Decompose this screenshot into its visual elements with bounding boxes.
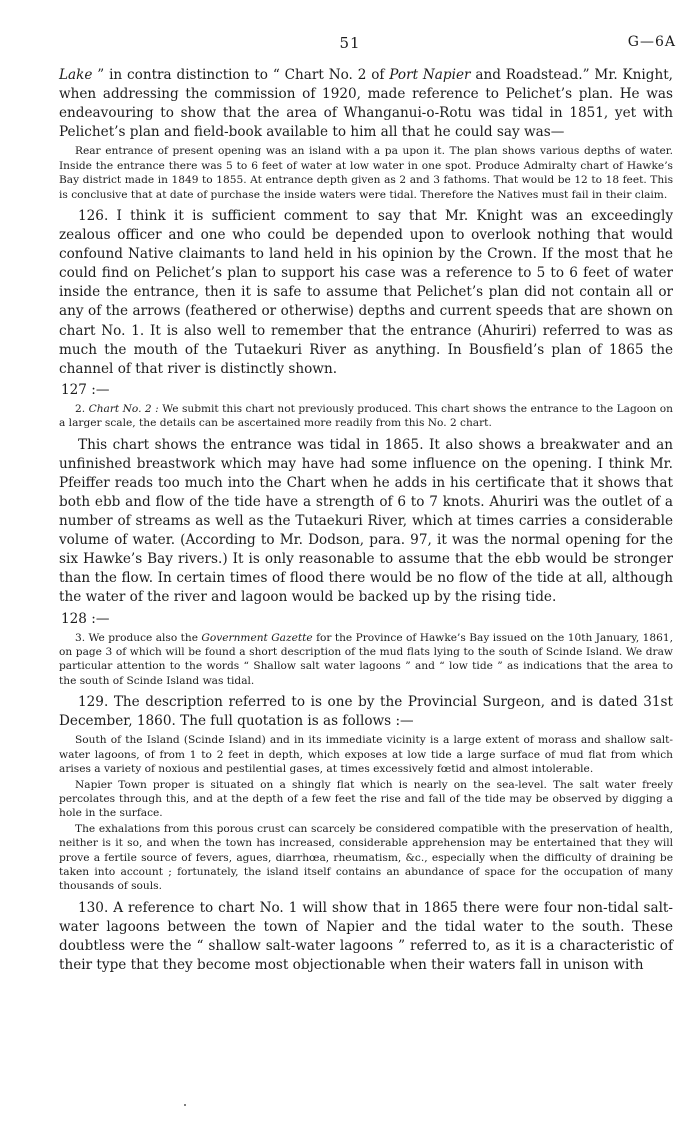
paragraph-127-label: 127 :— [61,381,110,398]
quote-surgeon-paragraph: South of the Island (Scinde Island) and in its immediate vicinity is a large extent of morass and shallow salt-water lagoons, of from 1 to 2 feet in depth, which exposes at low tide a large surface of mud flat from which arises a variety of noxious and pestilential gases, at times excessively fœtid and almost intolerable. [59,734,673,776]
quote-gazette-italic: Government Gazette [201,631,313,644]
quote-knight [59,144,673,202]
intro-italic-2: Port Napier [389,67,471,83]
quote-chart-2-italic: Chart No. 2 : [88,402,159,415]
page-header [0,34,700,56]
quote-surgeon-paragraph: Napier Town proper is situated on a shingly flat which is nearly on the sea-level. The salt water freely percolates through this, and at the depth of a few feet the rise and fall of the tide may be observed by digging a hole in the surface. [59,778,673,820]
page-number: 51 [339,34,361,52]
quote-gazette-body: for the Province of Hawke’s Bay issued on the 10th January, 1861, on page 3 of which will be found a short description of the mud flats lying to the south of Scinde Island. We draw particular attention to the words “ Shallow salt water lagoons ” and “ low tide ” as indications that the area to the south of Scinde Island was tidal. [59,631,673,687]
paragraph-127: This chart shows the entrance was tidal in 1865. It also shows a breakwater and an unfinished breastwork which may have had some influence on the opening. I think Mr. Pfeiffer reads too much into the Chart when he adds in his certificate that it shows that both ebb and flow of the tide have a strength of 6 to 7 knots. Ahuriri was the outlet of a number of streams as well as the Tutaekuri River, which at times carries a considerable volume of water. (According to Mr. Dodson, para. 97, it was the normal opening for the six Hawke’s Bay rivers.) It is only reasonable to assume that the ebb would be stronger than the flow. In certain times of flood there would be no flow of the tide at all, although the water of the river and lagoon would be backed up by the rising tide. [59,436,673,606]
page-body [59,66,673,977]
quote-chart-2-text [59,402,673,431]
quote-knight-text: Rear entrance of present opening was an island with a pa upon it. The plan shows various depths of water. Inside the entrance there was 5 to 6 feet of water at low water in one spot. Produce Admiralty chart of Hawke’s Bay district made in 1849 to 1855. At entrance depth given as 2 and 3 fathoms. That would be 12 to 18 feet. This is conclusive that at date of purchase the inside waters were tidal. Therefore the Natives must fail in their claim. [59,145,673,201]
paragraph-130: 130. A reference to chart No. 1 will show that in 1865 there were four non-tidal salt-water lagoons between the town of Napier and the tidal water to the south. These doubtless were the “ shallow salt-water lagoons ” referred to, as it is a characteristic of their type that they become most objectionable when their waters fall in unison with [59,899,673,974]
quote-chart-2-body: We submit this chart not previously produced. This chart shows the entrance to the Lagoon on a larger scale, the details can be ascertained more readily from this No. 2 chart. [59,402,673,430]
intro-lead-italic: Lake [59,67,93,83]
quote-chart-2-prefix: 2. [75,402,89,415]
paragraph-128-label: 128 :— [61,610,110,627]
intro-paragraph [59,66,673,142]
paragraph-129: 129. The description referred to is one by the Provincial Surgeon, and is dated 31st December, 1860. The full quotation is as follows :— [59,694,673,730]
quote-gazette-prefix: 3. We produce also the [75,631,202,644]
document-reference: G—6A [627,34,676,50]
quote-surgeon-paragraph: The exhalations from this porous crust can scarcely be considered compatible with the preservation of health, neither is it so, and when the town has increased, considerable apprehension may be entertained that they will prove a fertile source of fevers, agues, diarrhœa, rheumatism, &c., especially when the difficulty of draining be taken into account ; fortunately, the island itself contains an abundance of space for the occupation of many thousands of souls. [59,822,673,893]
intro-text-1: ” in contra distinction to “ Chart No. 2 of [92,67,390,83]
quote-provincial-surgeon [59,733,673,893]
quote-gazette [59,631,673,689]
intro-text-2: and Roadstead.” Mr. Knight, when addressing the commission of 1920, made reference to Pelichet’s plan. He was endeavouring to show that the area of Whanganui-o-Rotu was tidal in 1851, yet with Pelichet’s plan and field-book available to him all that he could say was— [59,67,673,141]
quote-chart-2 [59,402,673,431]
scan-speck [184,1104,186,1106]
paragraph-126: 126. I think it is sufficient comment to say that Mr. Knight was an exceedingly zealous officer and one who could be depended upon to overlook nothing that would confound Native claimants to land held in his opinion by the Crown. If the most that he could find on Pelichet’s plan to support his case was a reference to 5 to 6 feet of water inside the entrance, then it is safe to assume that Pelichet’s plan did not contain all or any of the arrows (feathered or otherwise) depths and current speeds that are shown on chart No. 1. It is also well to remember that the entrance (Ahuriri) referred to was as much the mouth of the Tutaekuri River as anything. In Bousfield’s plan of 1865 the channel of that river is distinctly shown. [59,208,673,377]
quote-gazette-text [59,631,673,689]
